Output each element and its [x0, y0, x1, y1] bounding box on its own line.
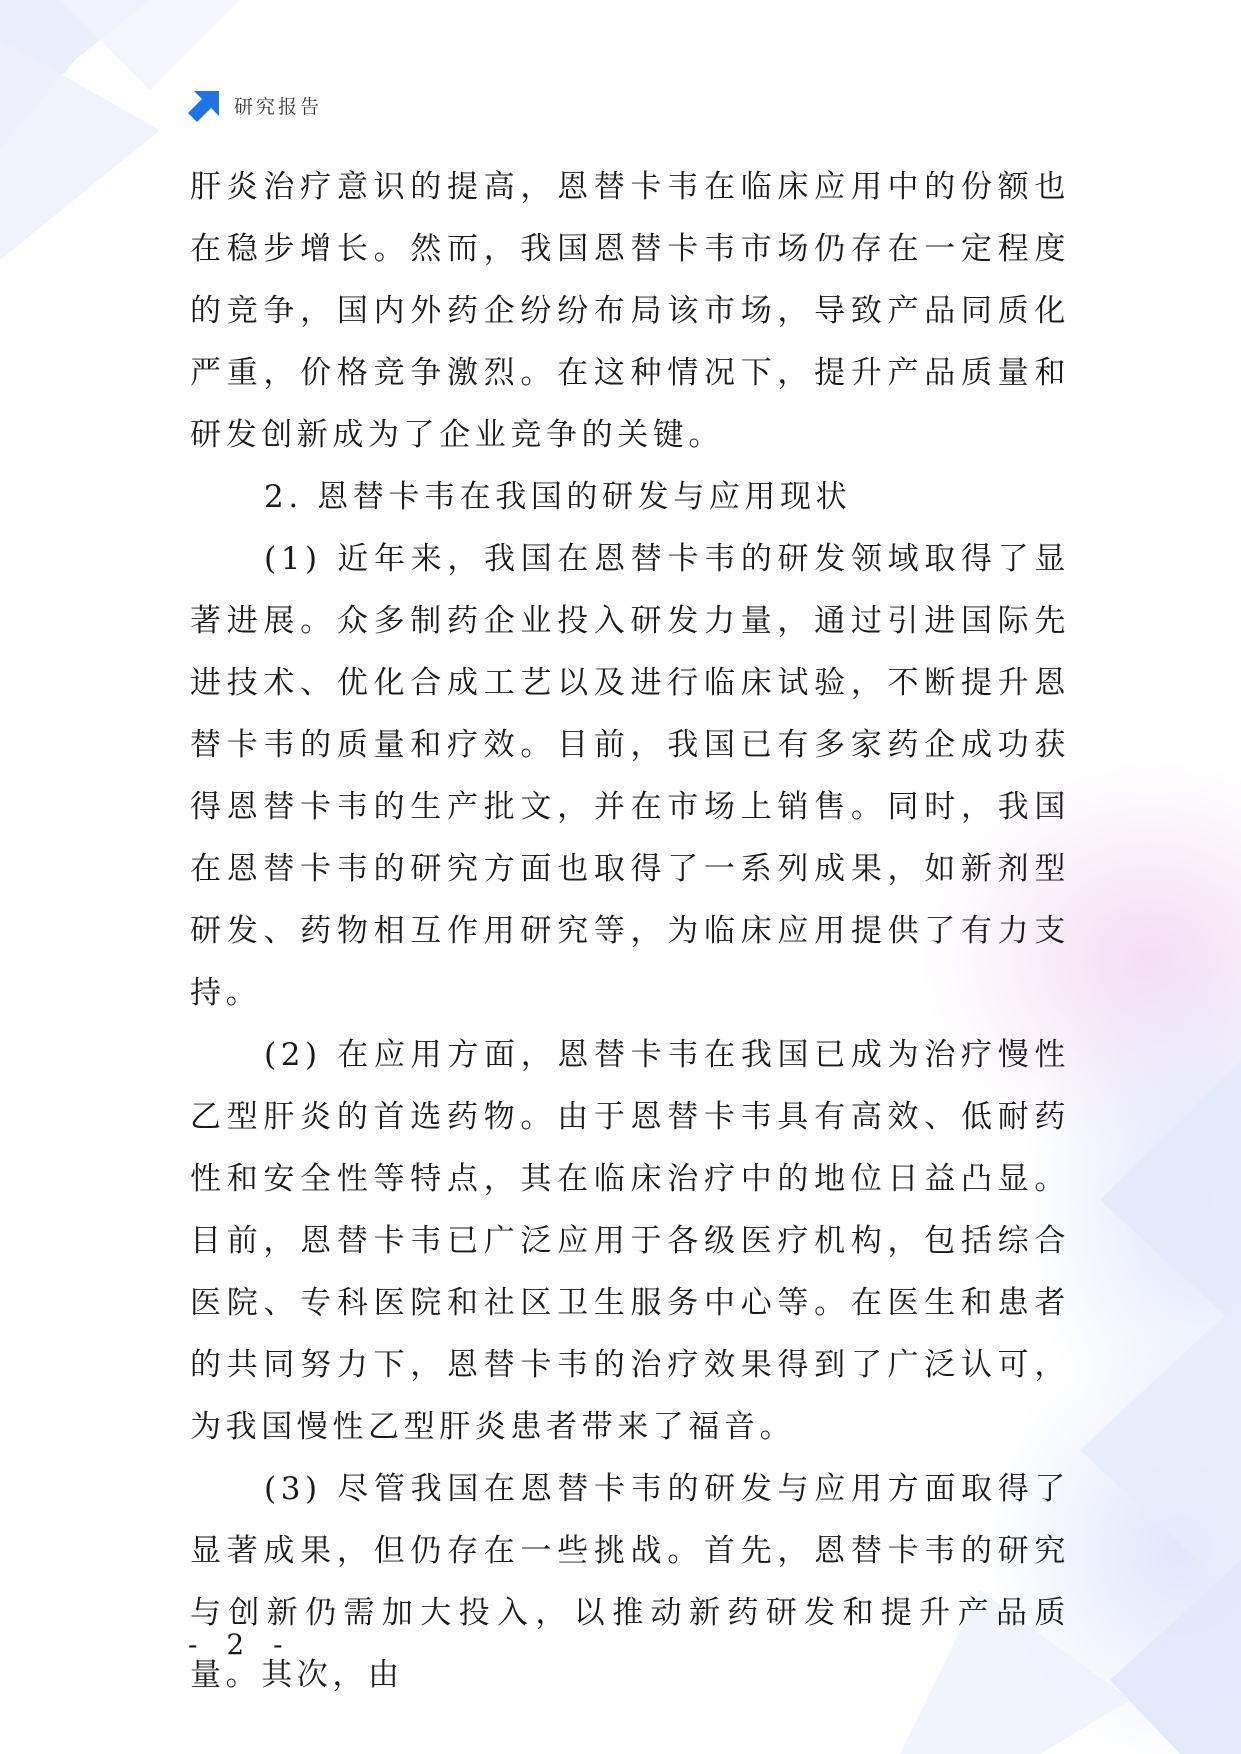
header-title: 研究报告 [234, 95, 323, 118]
section-heading: 2. 恩替卡韦在我国的研发与应用现状 [264, 479, 852, 515]
document-body [190, 156, 1070, 1706]
arrow-up-right-icon [188, 88, 222, 122]
page-number: - 2 - [188, 1628, 293, 1661]
paragraph-1: (1) 近年来，我国在恩替卡韦的研发领域取得了显著进展。众多制药企业投入研发力量，通过引进国际先进技术、优化合成工艺以及进行临床试验，不断提升恩替卡韦的质量和疗效。目前，我国已有多家药企成功获得恩替卡韦的生产批文，并在市场上销售。同时，我国在恩替卡韦的研究方面也取得了一系列成果，如新剂型研发、药物相互作用研究等，为临床应用提供了有力支持。 [190, 541, 1070, 1011]
paragraph-2: (2) 在应用方面，恩替卡韦在我国已成为治疗慢性乙型肝炎的首选药物。由于恩替卡韦具有高效、低耐药性和安全性等特点，其在临床治疗中的地位日益凸显。目前，恩替卡韦已广泛应用于各级医疗机构，包括综合医院、专科医院和社区卫生服务中心等。在医生和患者的共同努力下，恩替卡韦的治疗效果得到了广泛认可，为我国慢性乙型肝炎患者带来了福音。 [190, 1037, 1070, 1445]
paragraph-3: (3) 尽管我国在恩替卡韦的研发与应用方面取得了显著成果，但仍存在一些挑战。首先，恩替卡韦的研究与创新仍需加大投入，以推动新药研发和提升产品质量。其次，由 [190, 1471, 1070, 1693]
paragraph-continuation: 肝炎治疗意识的提高，恩替卡韦在临床应用中的份额也在稳步增长。然而，我国恩替卡韦市场仍存在一定程度的竞争，国内外药企纷纷布局该市场，导致产品同质化严重，价格竞争激烈。在这种情况下，提升产品质量和研发创新成为了企业竞争的关键。 [190, 169, 1070, 453]
document-header [188, 88, 322, 122]
